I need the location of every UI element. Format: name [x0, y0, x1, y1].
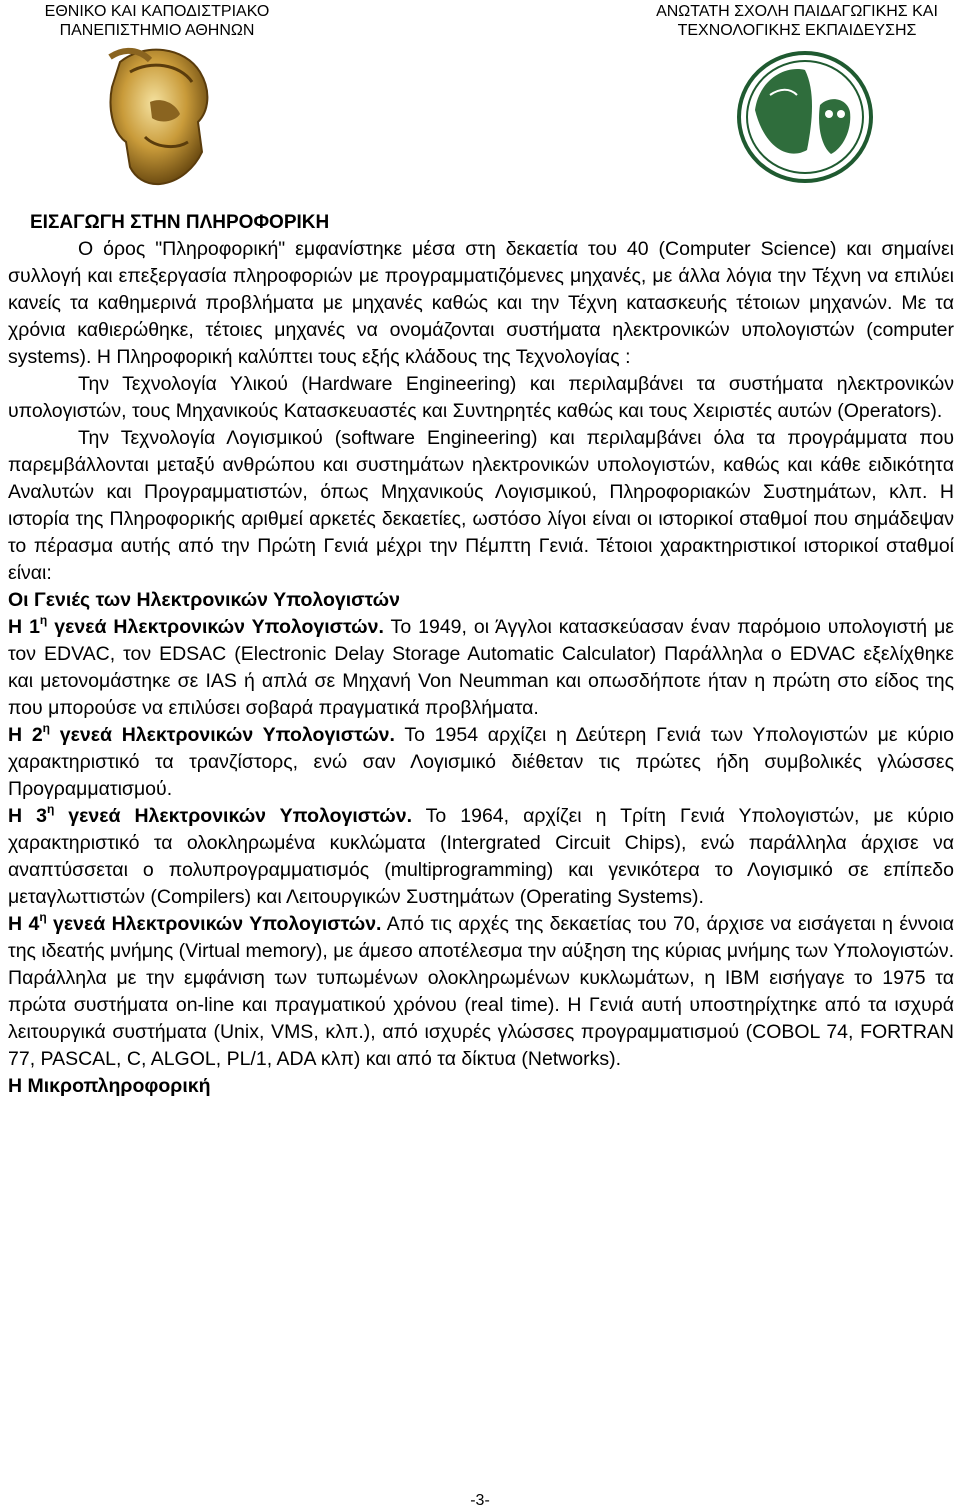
generation-2-text: Το 1954 αρχίζει η Δεύτερη Γενιά των Υπολογιστών με κύριο χαρακτηριστικό τα τρανζίστορς, ενώ σαν Λογισμικό διέθεταν τις πρώτες ήδη συμβολικές γλώσσες Προγραμματισμού.	[8, 724, 954, 800]
generations-heading: Οι Γενιές των Ηλεκτρονικών Υπολογιστών	[8, 589, 400, 611]
athena-helmet-logo	[90, 42, 240, 192]
owl-medallion-logo	[735, 50, 875, 185]
generation-2-heading: Η $2^\eta$ γενεά Ηλεκτρονικών Υπολογιστών.	[8, 721, 395, 746]
generation-4-heading: Η $4^\eta$ γενεά Ηλεκτρονικών Υπολογιστών.	[8, 910, 382, 935]
university-name-line2: ΠΑΝΕΠΙΣΤΗΜΙΟ ΑΘΗΝΩΝ	[59, 22, 255, 39]
generation-2-paragraph	[8, 722, 954, 803]
document-body	[8, 210, 954, 1100]
generation-1-heading: Η $1^\eta$ γενεά Ηλεκτρονικών Υπολογιστών.	[8, 613, 384, 638]
page-title: ΕΙΣΑΓΩΓΗ ΣΤΗΝ ΠΛΗΡΟΦΟΡΙΚΗ	[30, 212, 330, 233]
university-header	[42, 2, 272, 40]
school-name-line1: ΑΝΩΤΑΤΗ ΣΧΟΛΗ ΠΑΙΔΑΓΩΓΙΚΗΣ ΚΑΙ	[656, 3, 938, 20]
microcomputing-heading: Η Μικροπληροφορική	[8, 1075, 211, 1097]
generation-4-text: Από τις αρχές της δεκαετίας του 70, άρχισε να εισάγεται η έννοια της ιδεατής μνήμης (Virtual memory), με άμεσο αποτέλεσμα την αύξηση της κύριας μνήμης των Υπολογιστών. Παράλληλα με την εμφάνιση των τυπωμένων ολοκληρωμένων κυκλωμάτων, η IBM εισήγαγε το 1975 τα πρώτα συστήματα on-line και πραγματικού χρόνου (real time). Η Γενιά αυτή υποστηρίχτηκε από τα ισχυρά λειτουργικά συστήματα (Unix, VMS, κλπ.), από ισχυρές γλώσσες προγραμματισμού (COBOL 74, FORTRAN 77, PASCAL, C, ALGOL, PL/1, ADA κλπ) και από τα δίκτυα (Networks).	[8, 913, 954, 1070]
school-header	[652, 2, 942, 40]
generation-1-paragraph	[8, 614, 954, 722]
generation-3-heading: Η $3^\eta$ γενεά Ηλεκτρονικών Υπολογιστών.	[8, 802, 412, 827]
intro-paragraph-3: Την Τεχνολογία Λογισμικού (software Engineering) και περιλαμβάνει όλα τα προγράμματα που παρεμβάλλονται μεταξύ ανθρώπου και συστημάτων ηλεκτρονικών υπολογιστών, καθώς και κάθε ειδικότητα Αναλυτών και Προγραμματιστών, όπως Μηχανικούς Λογισμικού, Πληροφοριακών Συστημάτων, κλπ. Η ιστορία της Πληροφορικής αριθμεί αρκετές δεκαετίες, ωστόσο λίγοι είναι οι ιστορικοί σταθμοί που σημάδεψαν το πέρασμα αυτής από την Πρώτη Γενιά μέχρι την Πέμπτη Γενιά. Τέτοιοι χαρακτηριστικοί ιστορικοί σταθμοί είναι:	[8, 427, 954, 584]
generation-3-text: Το 1964, αρχίζει η Τρίτη Γενιά Υπολογιστών, με κύριο χαρακτηριστικό τα ολοκληρωμένα κυκλώματα (Intergrated Circuit Chips), ενώ παράλληλα άρχισε να αναπτύσσεται ο πολυπρογραμματισμός (multiprogramming) και γενικότερα το Λογισμικό σε επίπεδο μεταγλωττιστών (Compilers) και Λειτουργικών Συστημάτων (Operating Systems).	[8, 805, 954, 908]
intro-paragraph-2: Την Τεχνολογία Υλικού (Hardware Engineering) και περιλαμβάνει τα συστήματα ηλεκτρονικών υπολογιστών, τους Μηχανικούς Κατασκευαστές και Συντηρητές καθώς και τους Χειριστές αυτών (Operators).	[8, 373, 954, 422]
university-name-line1: ΕΘΝΙΚΟ ΚΑΙ ΚΑΠΟΔΙΣΤΡΙΑΚΟ	[44, 3, 270, 20]
page-number: -3-	[470, 1492, 490, 1509]
generation-4-paragraph	[8, 911, 954, 1073]
generation-1-text: Το 1949, οι Άγγλοι κατασκεύασαν έναν παρόμοιο υπολογιστή με τον EDVAC, τον EDSAC (Electronic Delay Storage Automatic Calculator) Παράλληλα ο EDVAC εξελίχθηκε και μετονομάστηκε σε IAS ή απλά σε Μηχανή Von Neumman και οπωσδήποτε ήταν η πρώτη στο είδος της που μπορούσε να επιλύσει σοβαρά πραγματικά προβλήματα.	[8, 616, 955, 719]
intro-paragraph-1: Ο όρος "Πληροφορική" εμφανίστηκε μέσα στη δεκαετία του 40 (Computer Science) και σημαίνει συλλογή και επεξεργασία πληροφοριών με προγραμματιζόμενες μηχανές, με άλλα λόγια την Τέχνη να επιλύει κανείς τα καθημερινά προβλήματα με μηχανές καθώς και την Τέχνη κατασκευής τέτοιων μηχανών. Με τα χρόνια καθιερώθηκε, τέτοιες μηχανές να ονομάζονται συστήματα ηλεκτρονικών υπολογιστών (computer systems). Η Πληροφορική καλύπτει τους εξής κλάδους της Τεχνολογίας :	[8, 238, 954, 368]
school-name-line2: ΤΕΧΝΟΛΟΓΙΚΗΣ ΕΚΠΑΙΔΕΥΣΗΣ	[677, 22, 917, 39]
generation-3-paragraph	[8, 803, 954, 911]
